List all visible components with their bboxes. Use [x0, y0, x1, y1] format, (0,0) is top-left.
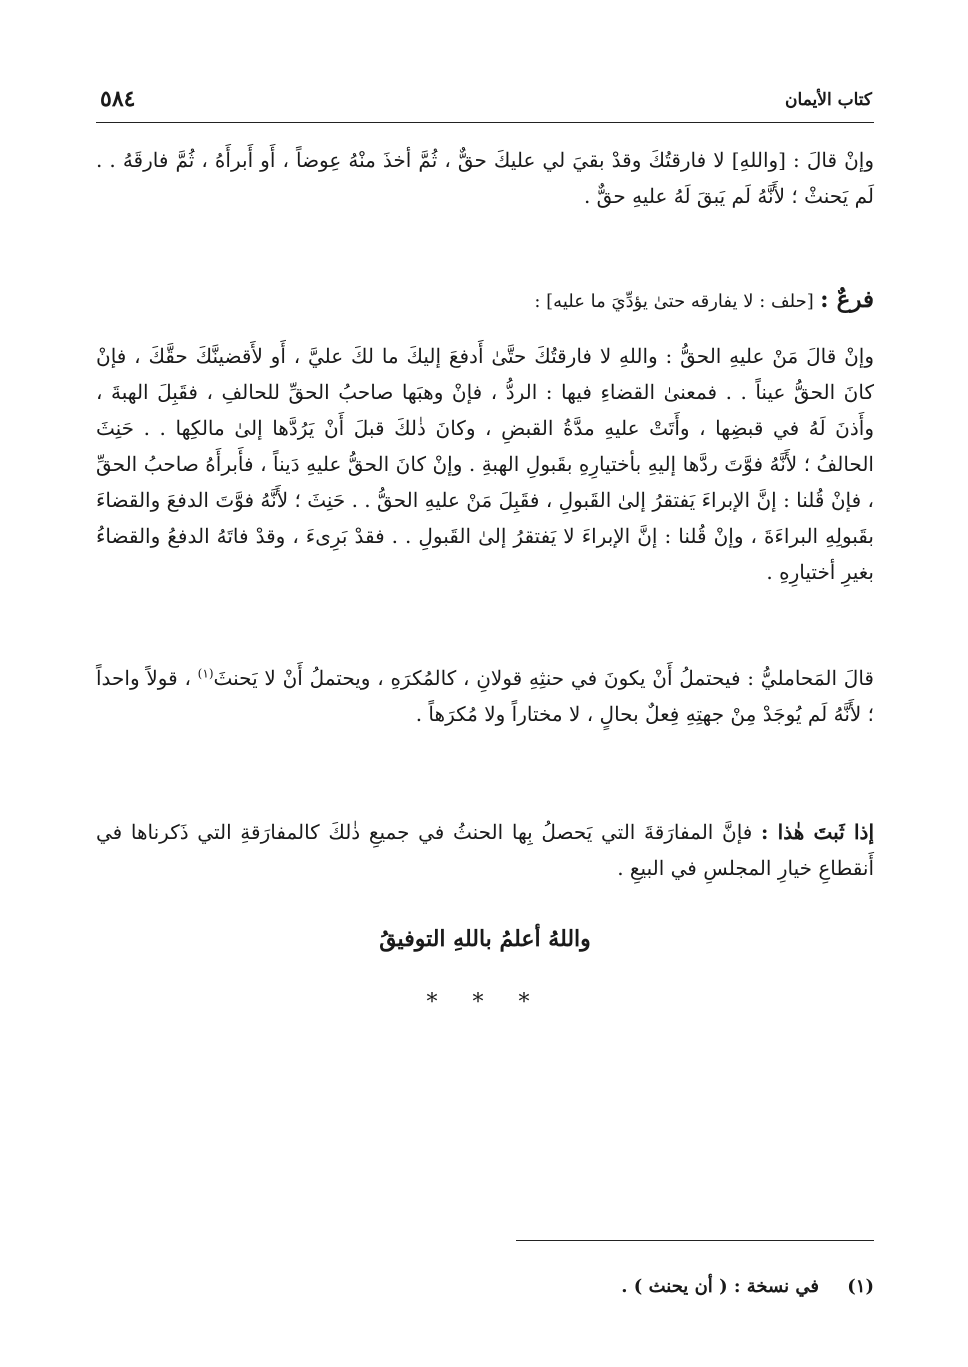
section-separator-stars: * * *: [426, 990, 544, 1015]
footnote-number: (١): [847, 1276, 874, 1297]
header-divider: [96, 122, 874, 123]
heading-label: فرعٌ :: [820, 286, 874, 313]
paragraph-mahamili: [96, 660, 874, 732]
para4-lead: إذا ثَبتَ هٰذا :: [761, 820, 874, 844]
paragraph-conclusion: [96, 814, 874, 886]
paragraph-debt-discharge: وإنْ قالَ مَنْ عليهِ الحقُّ : واللهِ لا فارقتُكَ حتَّىٰ أَدفعَ إليكَ ما لكَ عليَّ ، أَو لأَقضينَّكَ حقَّكَ ، فإنْ كانَ الحقُّ عيناً . . فمعنىٰ القضاءِ فيها : الردُّ ، فإنْ وهبَها صاحبُ الحقِّ للحالفِ ، فقَبِلَ الهبةَ ، وأَذنَ لَهُ في قبضِها ، وأَتَتْ عليهِ مدَّةُ القبضِ ، وكانَ ذٰلكَ قبلَ أَنْ يَرُدَّها إلىٰ مالكِها . . حَنِثَ الحالفُ ؛ لأَنَّهُ فوَّتَ ردَّها إليهِ بأختيارِهِ بقَبولِ الهبةِ . وإنْ كانَ الحقُّ عليهِ دَيناً ، فأَبرأَهُ صاحبُ الحقِّ ، فإنْ قُلنا : إنَّ الإبراءَ يَفتقرُ إلىٰ القَبولِ ، فقَبِلَ مَنْ عليهِ الحقُّ . . حَنِثَ ؛ لأَنَّهُ فوَّتَ الدفعَ والقضاءَ بقَبولِهِ البراءَةَ ، وإنْ قُلنا : إنَّ الإبراءَ لا يَفتقرُ إلىٰ القَبولِ . . فقدْ بَرِىءَ ، وقدْ فاتَهُ الدفعُ والقضاءُ بغيرِ أختيارِهِ .: [96, 344, 874, 584]
page-number: ٥٨٤: [100, 86, 136, 112]
heading-text: [حلف : لا يفارقه حتىٰ يؤدِّيَ ما عليه] :: [534, 291, 814, 312]
para4-text: فإنَّ المفارَقةَ التي يَحصلُ بِها الحنثُ في جميعِ ذٰلكَ كالمفارَقةِ التي ذَكرناها في أَنقطاعِ خيارِ المجلسِ في البيعِ .: [96, 820, 874, 880]
footnote-reference: (١): [197, 666, 214, 681]
running-header: [96, 86, 874, 120]
footnote: [96, 1276, 874, 1297]
paragraph-oath-settlement: وإنْ قالَ : [واللهِ] لا فارقتُكَ وقدْ بقيَ لي عليكَ حقٌّ ، ثُمَّ أخذَ منْهُ عِوضاً ، أَو أَبرأَهُ ، ثُمَّ فارقَهُ . . لَم يَحنثْ ؛ لأَنَّهُ لَم يَبقَ لَهُ عليهِ حقٌّ .: [96, 148, 874, 208]
closing-phrase: واللهُ أعلمُ باللهِ التوفيقُ: [379, 926, 591, 952]
footnote-text: في نسخة : ( أن يحنث ) .: [621, 1276, 819, 1297]
section-heading: [96, 282, 874, 320]
book-title: كتاب الأيمان: [785, 90, 872, 110]
para3-text-start: قالَ المَحامليُّ : فيحتملُ أَنْ يكونَ في حنثِهِ قولانِ ، كالمُكرَهِ ، ويحتملُ أَنْ لا يَحنثَ: [213, 666, 874, 690]
para3-text-end: ، قولاً واحداً ؛ لأَنَّهُ لَم يُوجَدْ مِنْ جهتِهِ فِعلٌ بحالٍ ، لا مختاراً ولا مُكرَهاً .: [96, 666, 874, 726]
footnote-divider: [516, 1240, 874, 1241]
